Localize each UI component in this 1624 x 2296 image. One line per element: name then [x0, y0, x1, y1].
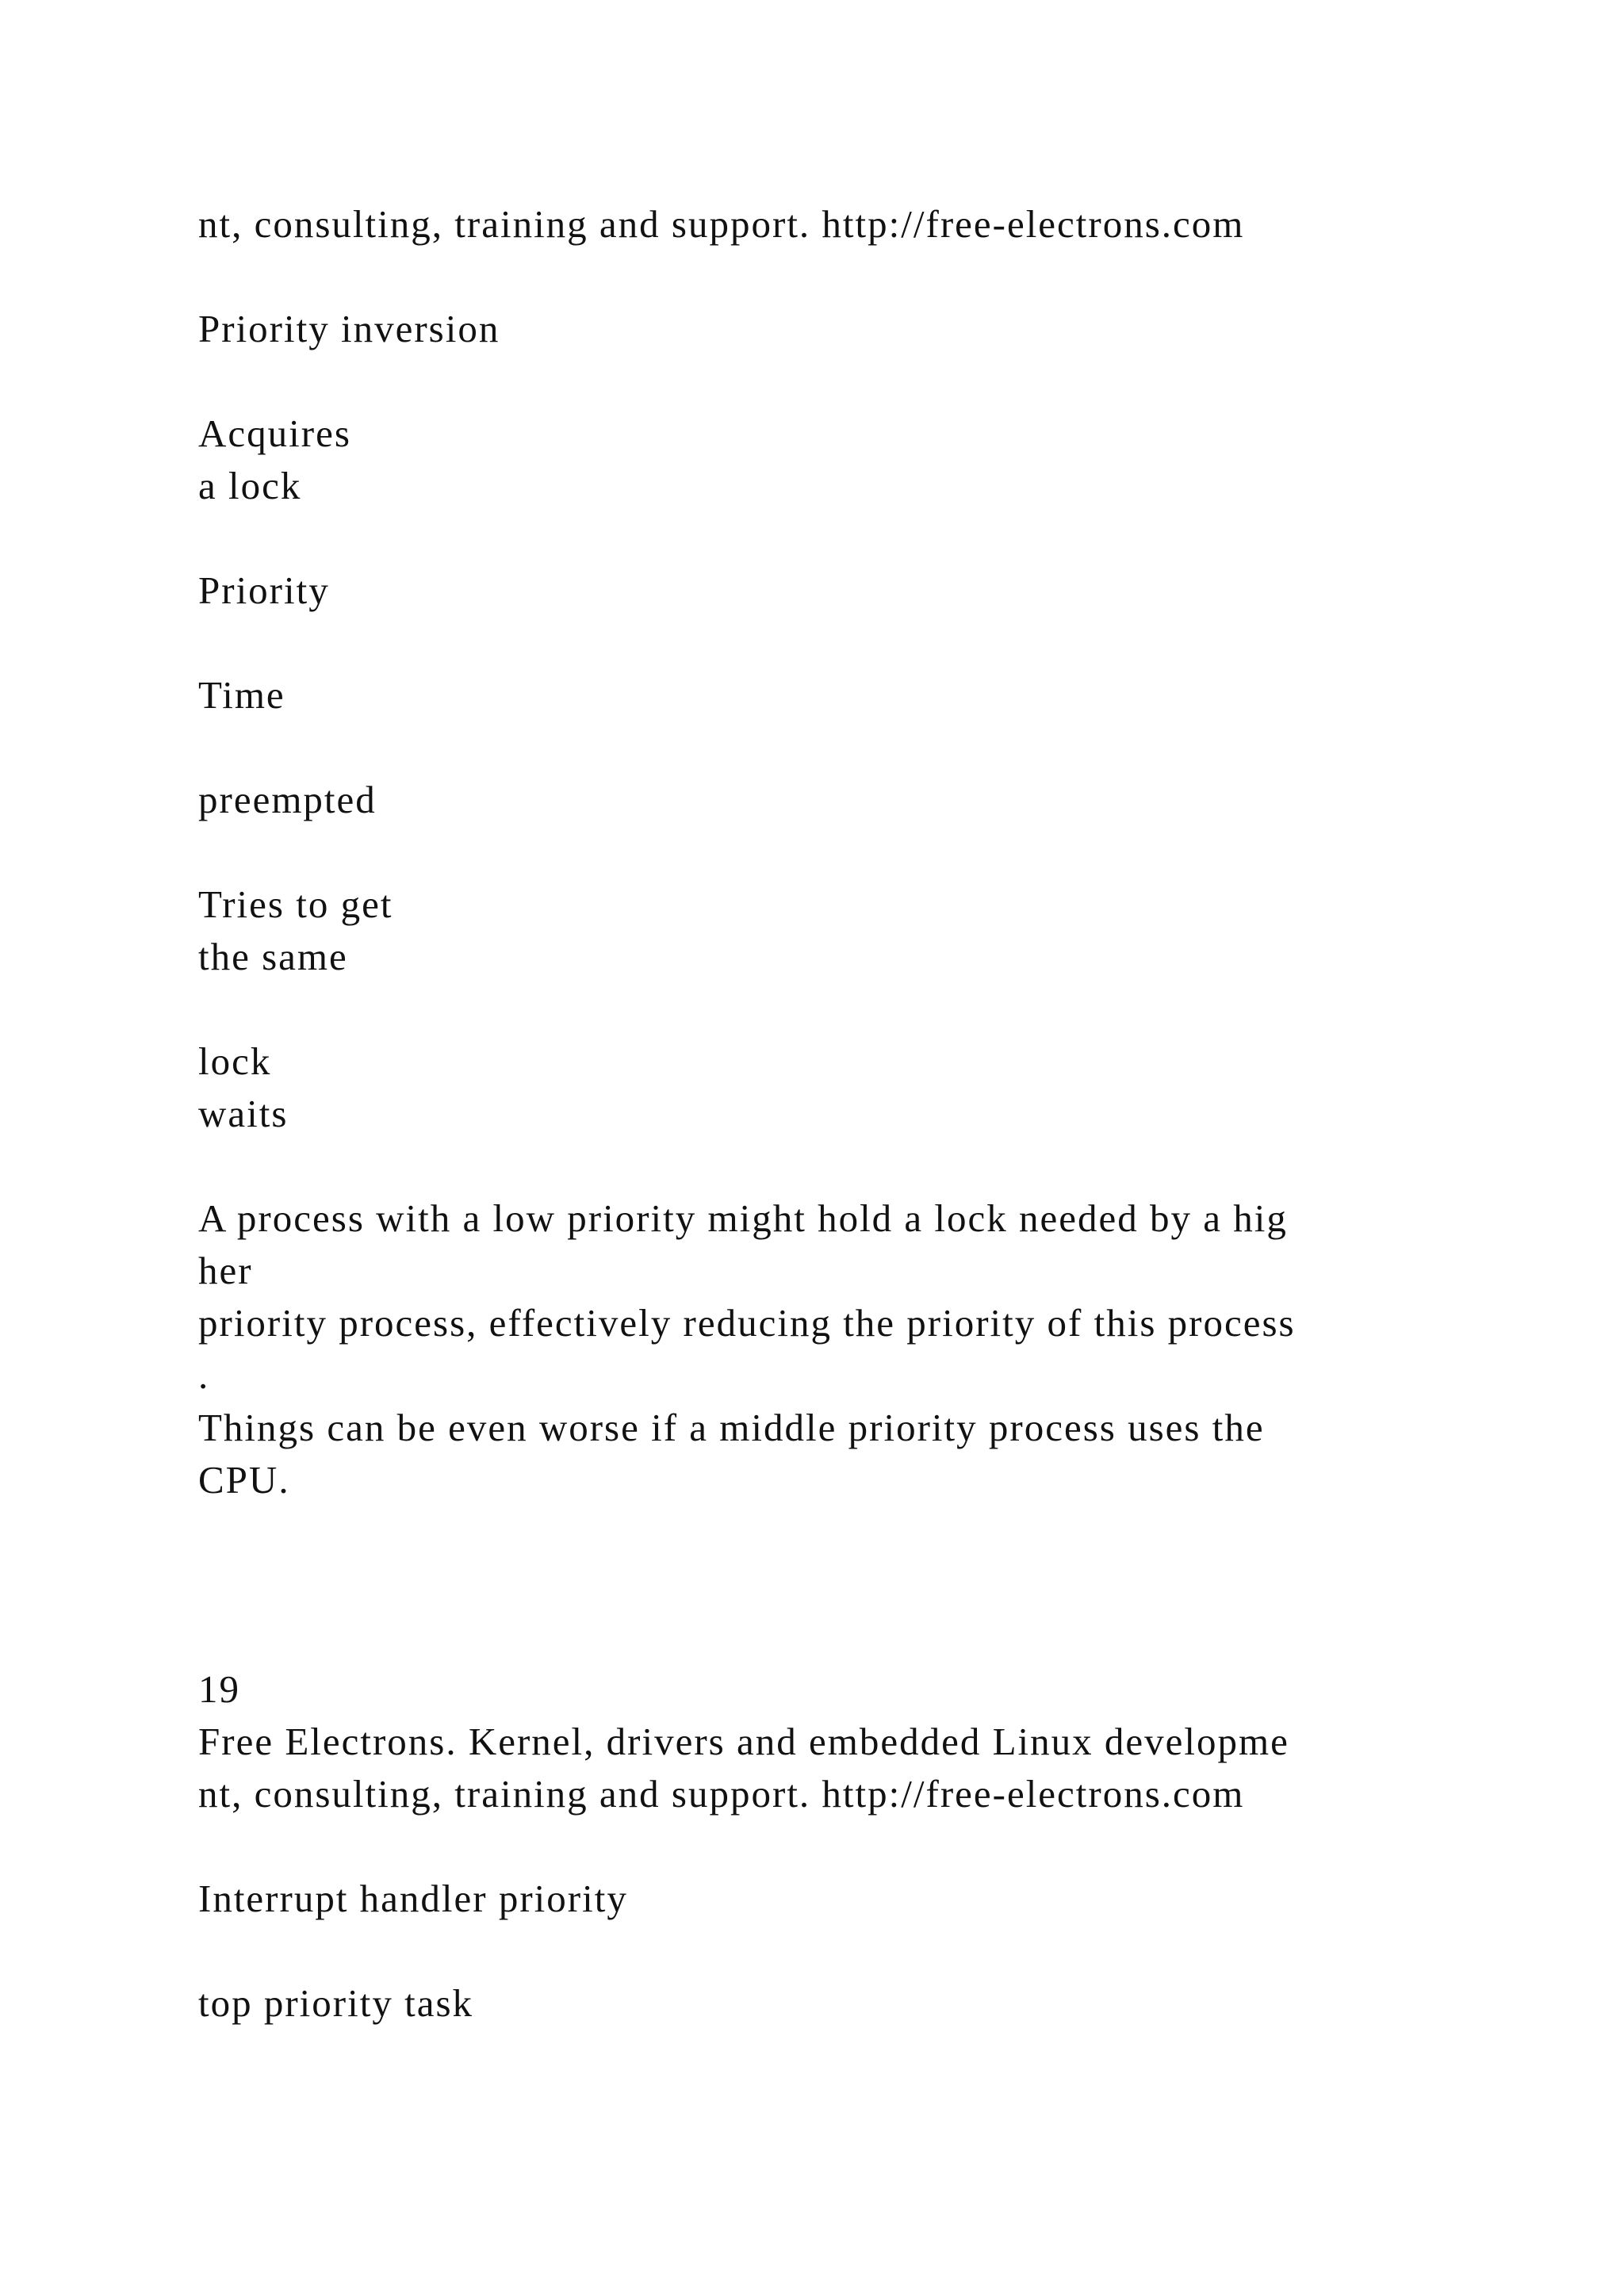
- diagram-label-preempted: preempted: [198, 778, 377, 821]
- footer-line-1: Free Electrons. Kernel, drivers and embedded Linux developme: [198, 1720, 1289, 1763]
- diagram-label-a-lock: a lock: [198, 464, 302, 507]
- diagram-label-tries-to-get: Tries to get: [198, 882, 393, 926]
- paragraph-line-3: priority process, effectively reducing the priority of this process: [198, 1301, 1296, 1345]
- diagram-label-acquires: Acquires: [198, 411, 351, 455]
- paragraph-line-5: Things can be even worse if a middle priority process uses the: [198, 1406, 1265, 1449]
- footer-line-2: nt, consulting, training and support. http://free-electrons.com: [198, 1772, 1245, 1816]
- slide-title-interrupt-handler-priority: Interrupt handler priority: [198, 1877, 628, 1920]
- paragraph-line-2: her: [198, 1249, 253, 1292]
- page-number: 19: [198, 1667, 240, 1711]
- paragraph-line-1: A process with a low priority might hold a lock needed by a hig: [198, 1196, 1288, 1240]
- diagram-label-time: Time: [198, 673, 285, 717]
- diagram-label-priority: Priority: [198, 568, 330, 612]
- diagram-label-lock: lock: [198, 1039, 272, 1083]
- diagram-label-the-same: the same: [198, 935, 348, 978]
- text-line-footer-continuation: nt, consulting, training and support. http://free-electrons.com: [198, 202, 1245, 246]
- document-page: [198, 0, 1546, 2296]
- paragraph-line-4: .: [198, 1353, 210, 1397]
- diagram-label-waits: waits: [198, 1092, 289, 1135]
- slide-title-priority-inversion: Priority inversion: [198, 307, 500, 350]
- paragraph-line-6: CPU.: [198, 1458, 290, 1502]
- diagram-label-top-priority-task: top priority task: [198, 1981, 474, 2025]
